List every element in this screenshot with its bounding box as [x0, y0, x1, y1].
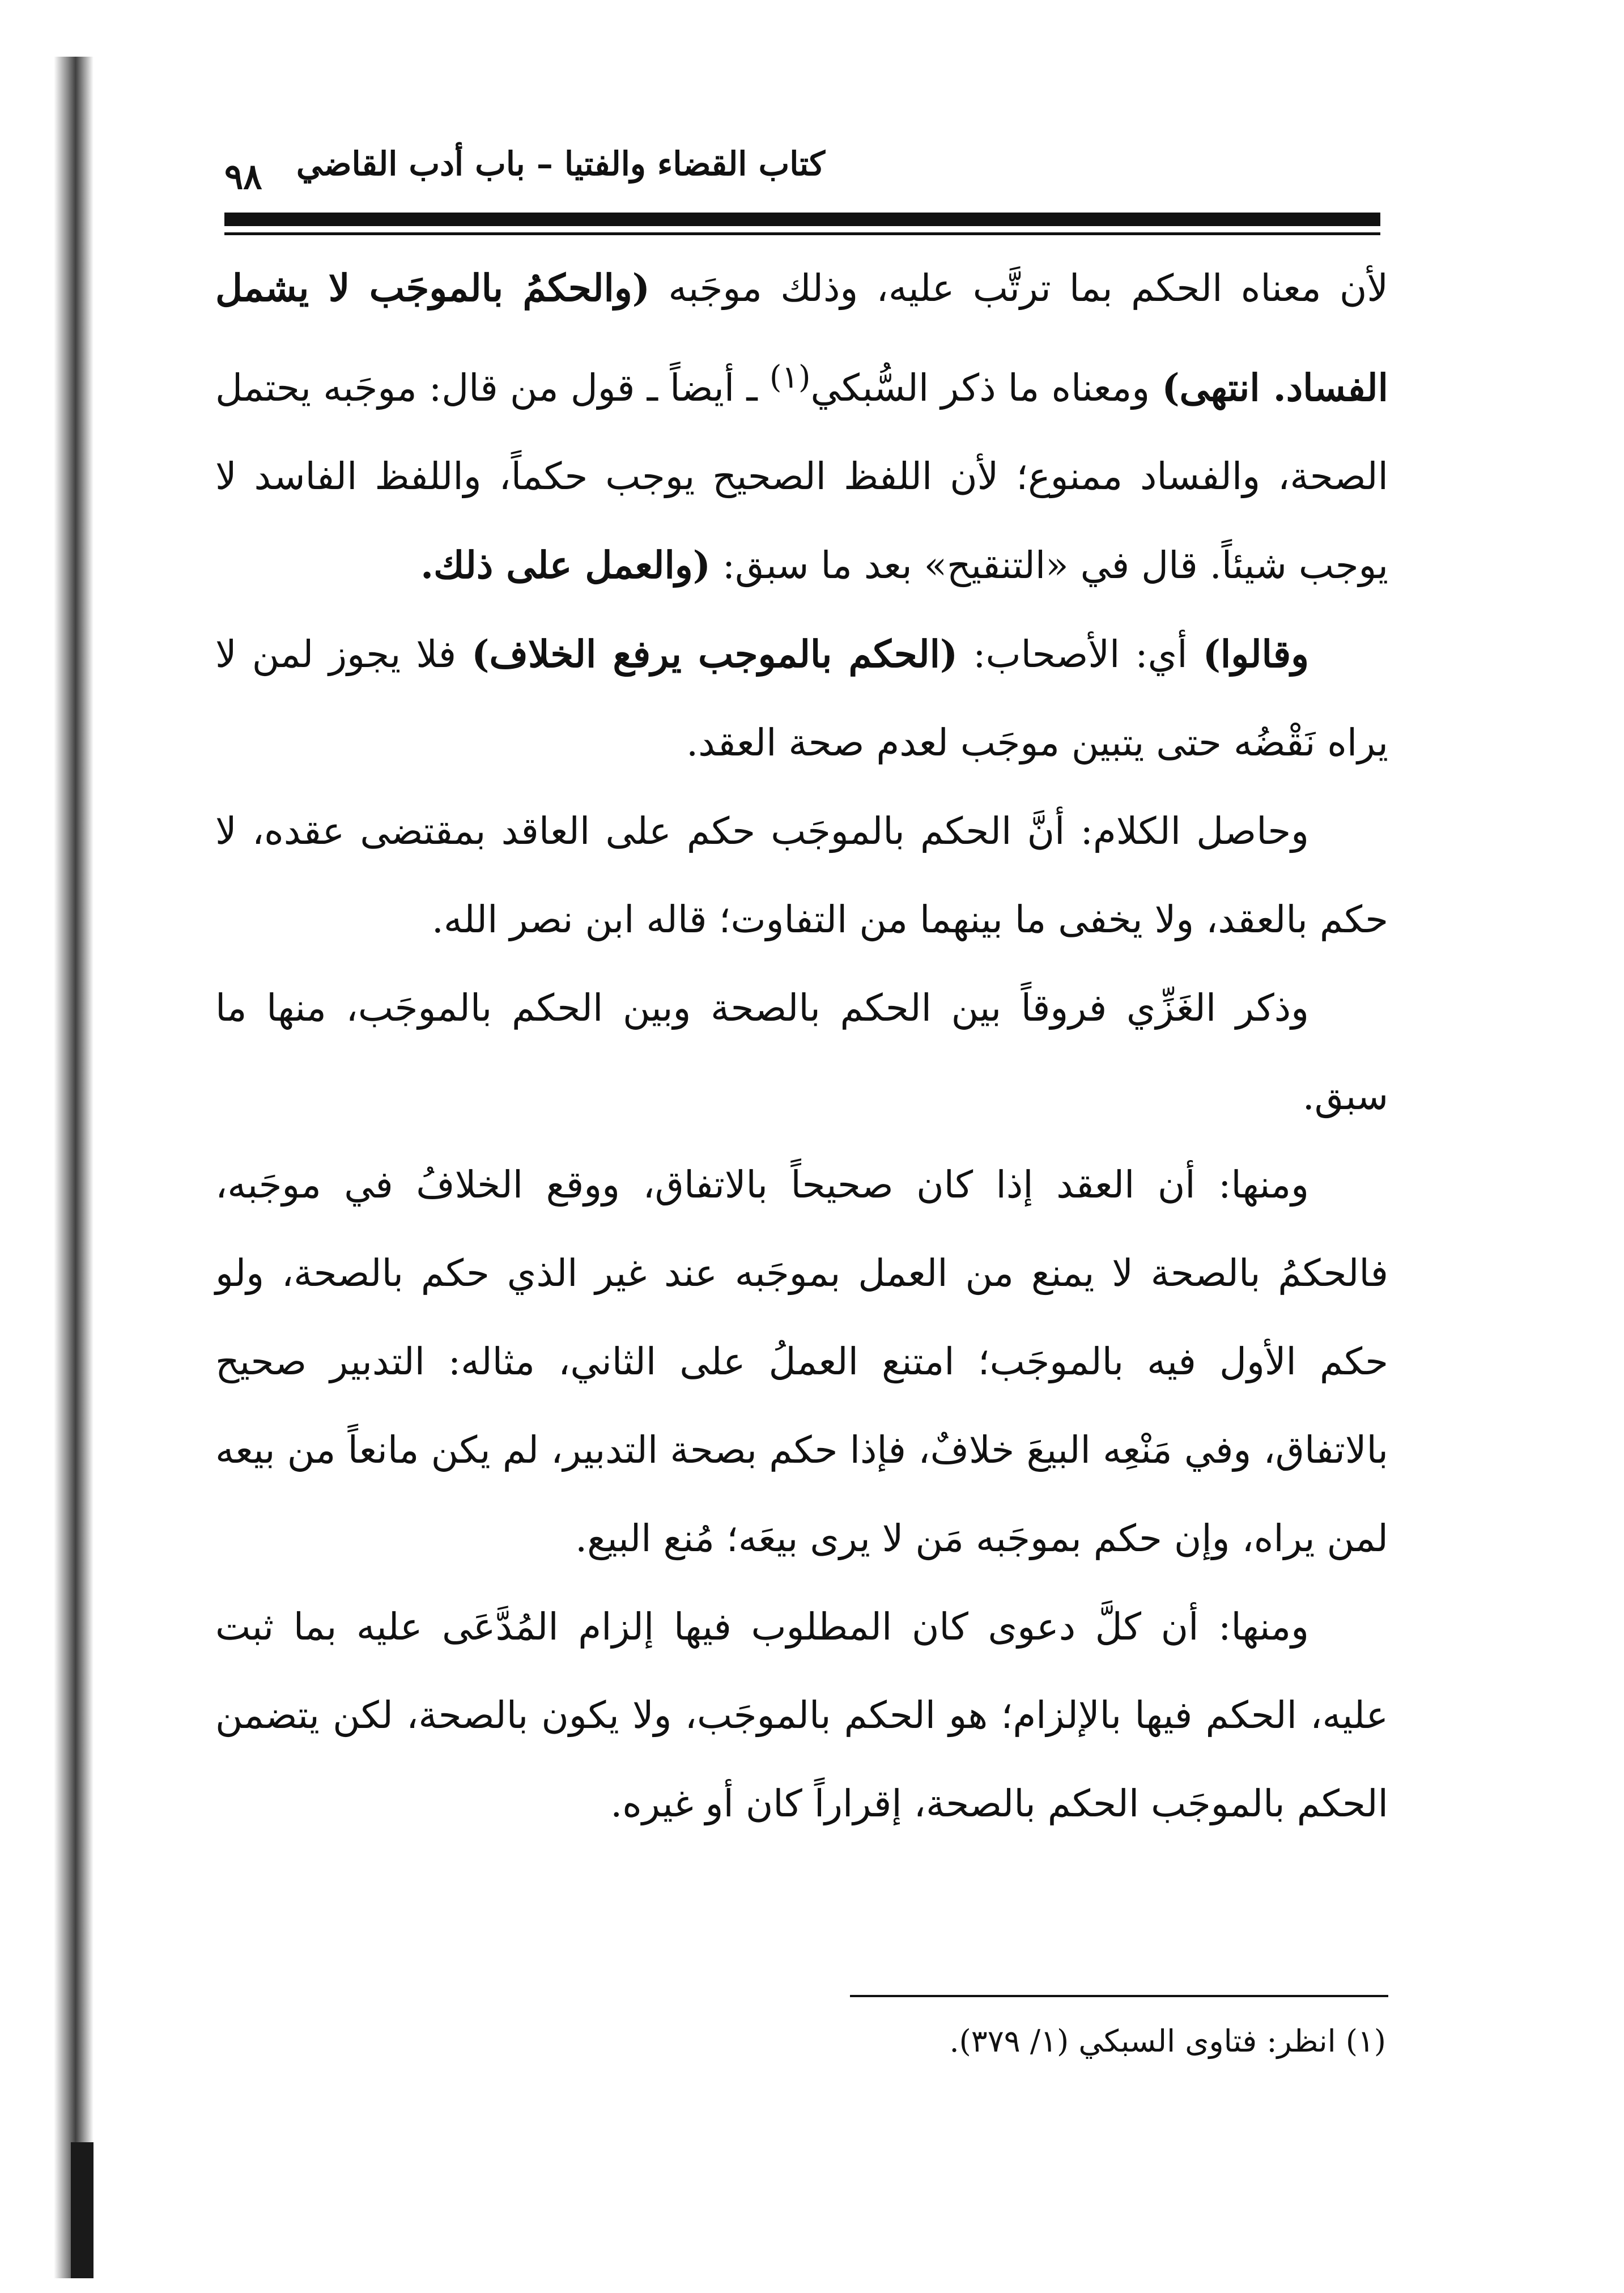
p2-text-b: أي: الأصحاب: — [958, 632, 1203, 676]
footnote: (١) انظر: فتاوى السبكي (١/ ٣٧٩). — [949, 2023, 1386, 2059]
p2-text-d: فلا يجوز لمن لا يراه نَقْضُه حتى يتبين موجَب لعدم صحة العقد. — [215, 632, 1388, 765]
paragraph-2 — [215, 610, 1388, 787]
p2-matn-c: (الحكم بالموجب يرفع الخلاف) — [471, 632, 958, 676]
paragraph-1 — [215, 244, 1388, 610]
scan-spine-shadow — [54, 57, 93, 2278]
p2-matn-a: وقالوا) — [1202, 632, 1309, 676]
p1-text-c: ومعناه ما ذكر السُّبكي — [810, 366, 1162, 410]
p1-text-d: ـ أيضاً ـ قول من قال: موجَبه يحتمل الصحة، والفساد ممنوع؛ لأن اللفظ الصحيح يوجب حكماً، واللفظ الفاسد لا يوجب شيئاً. قال في «التنقيح» بعد ما سبق: — [215, 366, 1388, 587]
paragraph-6: ومنها: أن كلَّ دعوى كان المطلوب فيها إلزام المُدَّعَى عليه بما ثبت عليه، الحكم فيها بالإلزام؛ هو الحكم بالموجَب، ولا يكون بالصحة، لكن يتضمن الحكم بالموجَب الحكم بالصحة، إقراراً كان أو غيره. — [215, 1605, 1388, 1825]
page-number: ٩٨ — [224, 156, 262, 197]
paragraph-5: ومنها: أن العقد إذا كان صحيحاً بالاتفاق، ووقع الخلافُ في موجَبه، فالحكمُ بالصحة لا يمنع من العمل بموجَبه عند غير الذي حكم بالصحة، ولو حكم الأول فيه بالموجَب؛ امتنع العملُ على الثاني، مثاله: التدبير صحيح بالاتفاق، وفي مَنْعِه البيعَ خلافٌ، فإذا حكم بصحة التدبير، لم يكن مانعاً من بيعه لمن يراه، وإن حكم بموجَبه مَن لا يرى بيعَه؛ مُنع البيع. — [215, 1163, 1388, 1560]
paragraph-3: وحاصل الكلام: أنَّ الحكم بالموجَب حكم على العاقد بمقتضى عقده، لا حكم بالعقد، ولا يخفى ما بينهما من التفاوت؛ قاله ابن نصر الله. — [215, 809, 1388, 941]
running-head — [224, 145, 1380, 218]
p1-text-a: لأن معناه الحكم بما ترتَّب عليه، وذلك موجَبه — [650, 266, 1388, 310]
chapter-title: كتاب القضاء والفتيا – باب أدب القاضي — [296, 145, 825, 183]
footnote-separator — [850, 1995, 1388, 1997]
p1-matn-a: (والحكمُ بالموجَب لا يشمل الفساد. انتهى) — [215, 266, 1388, 410]
header-rule-thick — [224, 213, 1380, 226]
header-rule-thin — [224, 232, 1380, 235]
p1-matn-e: (والعمل على ذلك. — [420, 543, 711, 587]
main-text — [215, 244, 1388, 1848]
scan-spine-edge — [71, 2142, 93, 2278]
footnote-ref: (١) — [769, 359, 811, 395]
paragraph-4: وذكر الغَزِّي فروقاً بين الحكم بالصحة وبين الحكم بالموجَب، منها ما سبق. — [215, 986, 1388, 1118]
